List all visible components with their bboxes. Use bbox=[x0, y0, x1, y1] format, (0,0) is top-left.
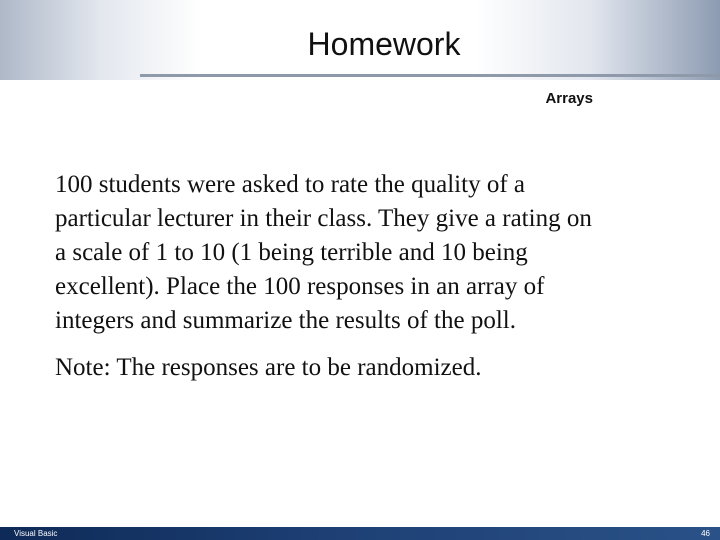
note-paragraph: Note: The responses are to be randomized. bbox=[55, 354, 482, 381]
slide-subtitle: Arrays bbox=[545, 90, 593, 107]
slide-title: Homework bbox=[307, 26, 461, 62]
footer-bar bbox=[0, 527, 720, 540]
body-line: a scale of 1 to 10 (1 being terrible and 10 being bbox=[55, 239, 528, 266]
body-line: integers and summarize the results of the poll. bbox=[55, 307, 516, 334]
body-line: particular lecturer in their class. They give a rating on bbox=[55, 205, 592, 232]
body-paragraph bbox=[55, 168, 675, 338]
body-line: excellent). Place the 100 responses in an array of bbox=[55, 273, 545, 300]
page-number: 46 bbox=[701, 529, 710, 538]
footer-label: Visual Basic bbox=[14, 529, 58, 538]
body-line: 100 students were asked to rate the quality of a bbox=[55, 171, 525, 198]
title-rule bbox=[140, 74, 720, 77]
